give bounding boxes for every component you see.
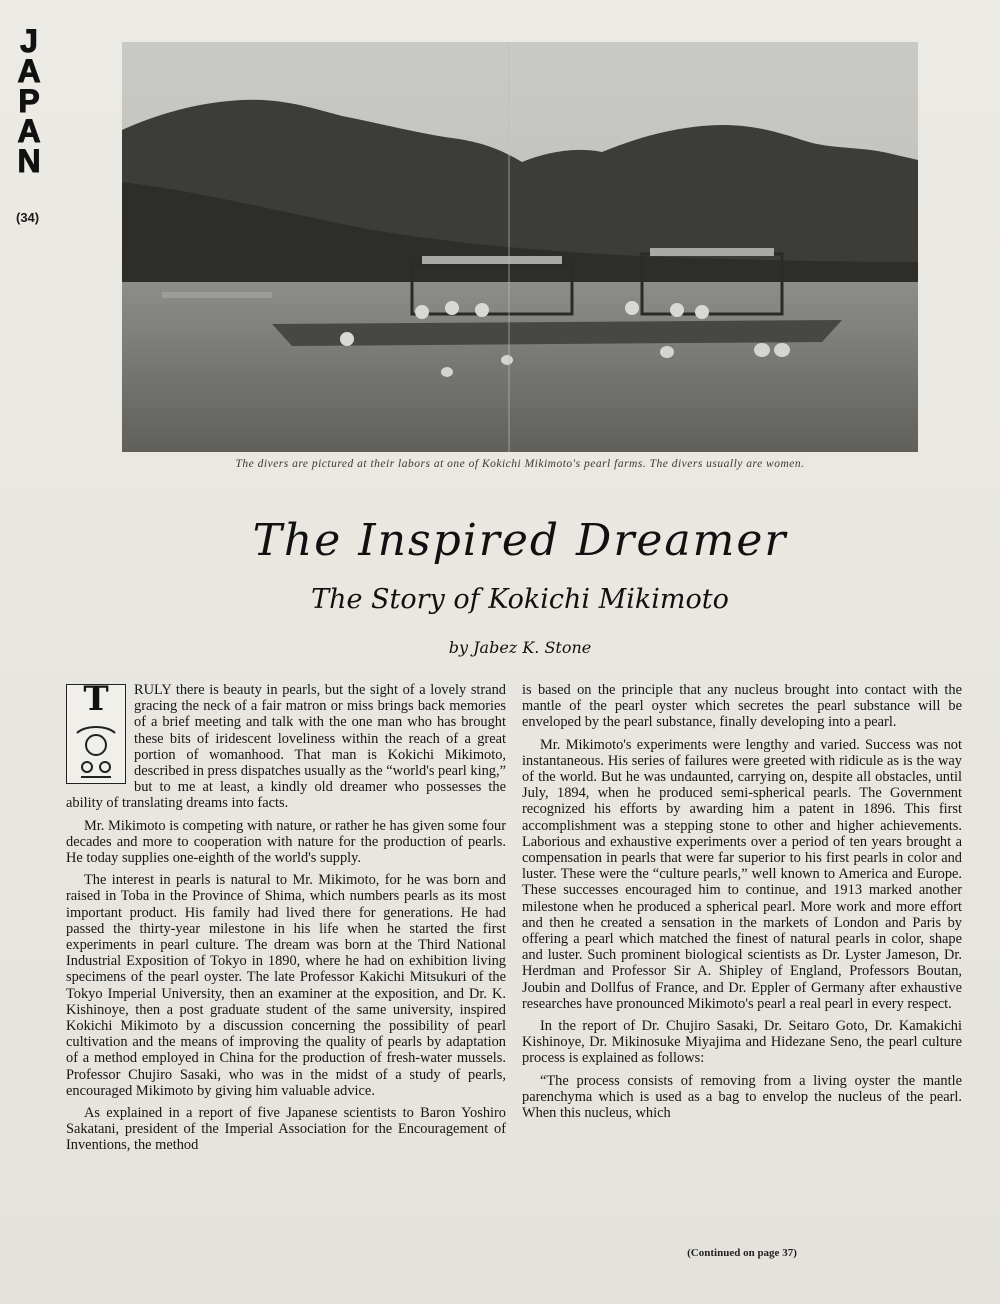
paragraph: “The process consists of removing from a living oyster the mantle parenchyma which is used as a bag to envelop the nucleus of the pearl. When this nucleus, which bbox=[522, 1072, 962, 1122]
masthead bbox=[12, 23, 46, 179]
pearl-farm-photo bbox=[122, 42, 918, 452]
article-column-right bbox=[522, 682, 962, 1127]
ornamental-drop-cap bbox=[66, 679, 126, 784]
masthead-letter: P bbox=[18, 83, 40, 119]
article-subtitle: The Story of Kokichi Mikimoto bbox=[311, 584, 729, 615]
paragraph: is based on the principle that any nucleus brought into contact with the mantle of the pearl oyster which secretes the pearl substance will be enveloped by the pearl substance, finally developing into a pearl. bbox=[522, 682, 962, 731]
paragraph: In the report of Dr. Chujiro Sasaki, Dr. Seitaro Goto, Dr. Kamakichi Kishinoye, Dr. Mikinosuke Miyajima and Hidezane Seno, the pearl culture process is explained as follows: bbox=[522, 1018, 962, 1067]
article-byline: by Jabez K. Stone bbox=[448, 638, 592, 657]
masthead-letter: A bbox=[17, 113, 41, 149]
masthead-letter: J bbox=[20, 23, 38, 59]
paragraph: Mr. Mikimoto is competing with nature, or rather he has given some four decades and more to cooperation with nature for the production of pearls. He today supplies one-eighth of the world's supply. bbox=[66, 817, 506, 867]
pearl-farm-photo-illustration bbox=[122, 42, 918, 452]
paragraph: The interest in pearls is natural to Mr. Mikimoto, for he was born and raised in Toba in the Province of Shima, which numbers pearls as its most important product. His family had lived there for generations. He had passed the thirty-year milestone in his life when he started the first experiments in pearl culture. The dream was born at the Third National Industrial Exposition of Tokyo in 1890, where he had on exhibition living specimens of the pearl oyster. The late Professor Kakichi Mitsukuri of the Tokyo Imperial University, then an examiner at the exposition, and Dr. K. Kishinoye, then a post graduate student of the same university, inspired Kokichi Mikimoto by a discussion concerning the possibility of pearl cultivation and the means of improving the quality of pearls by adaptation of a method employed in China for the production of fresh-water mussels. Professor Chujiro Sasaki, who was in the midst of a study of pearls, encouraged Mikimoto by giving him valuable advice. bbox=[66, 872, 506, 1099]
masthead-letter: A bbox=[17, 53, 41, 89]
photo-caption: The divers are pictured at their labors at one of Kokichi Mikimoto's pearl farms. The divers usually are women. bbox=[235, 458, 805, 470]
paragraph: Mr. Mikimoto's experiments were lengthy and varied. Success was not instantaneous. His series of failures were greeted with ridicule as is the way of the world. But he was undaunted, carrying on, despite all obstacles, until July, 1894, when he produced semi-spherical pearls. The Government recognized his efforts by awarding him a patent in 1896. This first accomplishment was a stepping stone to other and higher achievements. Laborious and exhaustive experiments over a period of ten years brought a compensation in pearls that were far superior to his first pearls in color and luster. These were the “culture pearls,” well known to America and Europe. These successes encouraged him to continue, and 1913 marked another milestone when he produced a spherical pearl. More work and more effort and then he created a sensation in the markets of London and Paris by offering a pearl which matched the finest of natural pearls in color, shape and luster. Such prominent biological scientists as Dr. Lyster Jameson, Dr. Herdman and Professor Sir A. Shipley of England, Professors Boutan, Joubin and Dollfus of France, and Dr. Eppler of Germany after exhaustive researches have pronounced Mikimoto's pearl a real pearl in every respect. bbox=[522, 736, 962, 1012]
masthead-letter: N bbox=[17, 143, 41, 179]
article-title: The Inspired Dreamer bbox=[252, 515, 788, 566]
article-column-left bbox=[66, 679, 506, 1160]
page-number: (34) bbox=[16, 210, 40, 225]
drop-cap-letter: T bbox=[83, 679, 109, 719]
paragraph: As explained in a report of five Japanese scientists to Baron Yoshiro Sakatani, president of the Imperial Association for the Encouragement of Inventions, the method bbox=[66, 1105, 506, 1154]
paragraph: RULY there is beauty in pearls, but the sight of a lovely strand gracing the neck of a fair matron or miss brings back memories of a brief meeting and talk with the one man who has brought these bits of iridescent loveliness within the reach of a great portion of womanhood. That man is Kokichi Mikimoto, described in press dispatches usually as the “world's pearl king,” but to me at least, a kindly old dreamer who possesses the ability of translating dreams into facts. bbox=[66, 682, 506, 812]
continued-note: (Continued on page 37) bbox=[687, 1247, 797, 1259]
